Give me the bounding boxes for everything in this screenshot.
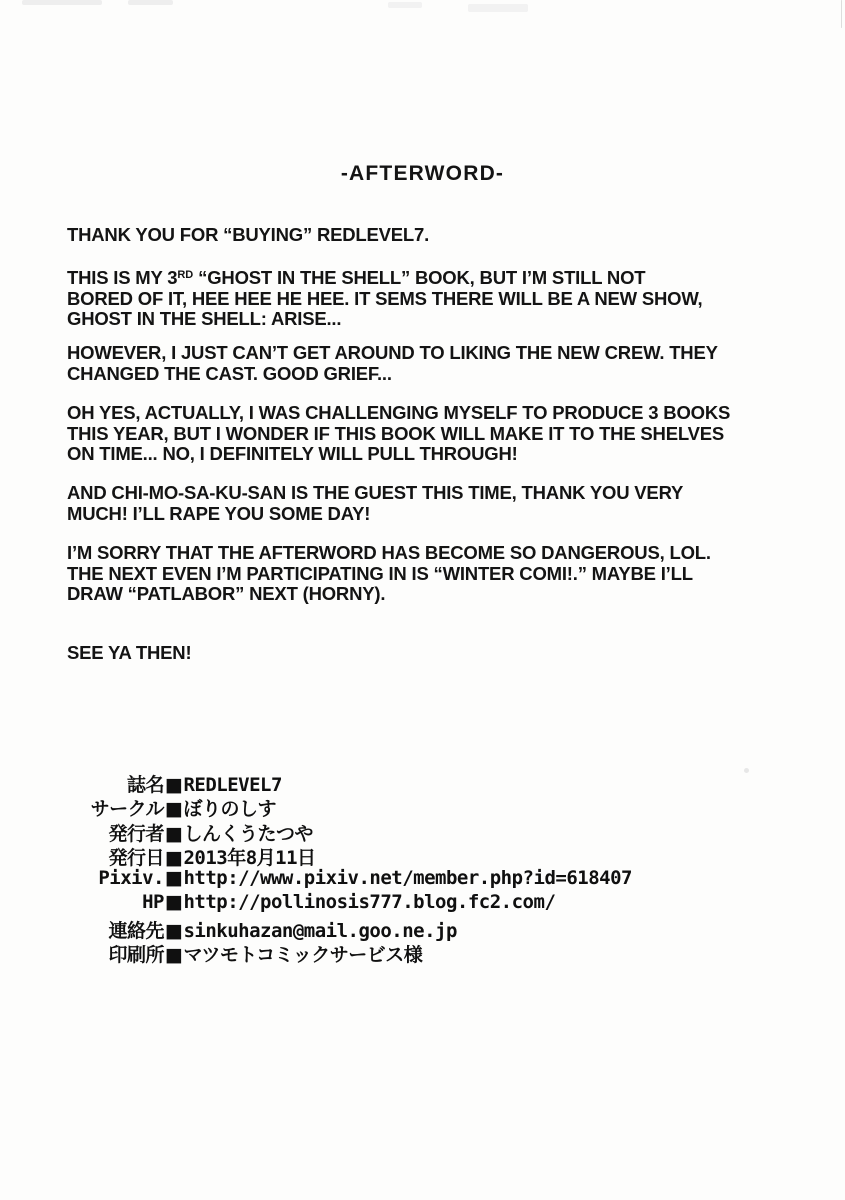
- text-line: [67, 265, 777, 289]
- colophon-label: 印刷所: [108, 944, 164, 967]
- text-line: AND CHI-MO-SA-KU-SAN IS THE GUEST THIS TIME, THANK YOU VERY: [67, 482, 684, 503]
- colophon: [58, 770, 632, 967]
- colophon-row-title: [58, 770, 632, 794]
- text-line: THE NEXT EVEN I’M PARTICIPATING IN IS “WINTER COMI!.” MAYBE I’LL: [67, 562, 693, 584]
- sign-off: [67, 643, 777, 664]
- page-title: -AFTERWORD-: [340, 162, 505, 185]
- text-line: DRAW “PATLABOR” NEXT (HORNY).: [67, 583, 386, 604]
- text-line: THANK YOU FOR “BUYING” REDLEVEL7.: [67, 224, 430, 245]
- scan-artifact: [841, 0, 842, 28]
- text-line: BORED OF IT, HEE HEE HE HEE. IT SEMS THERE WILL BE A NEW SHOW,: [67, 287, 703, 309]
- scan-artifact: [22, 0, 102, 5]
- colophon-label: HP: [142, 891, 164, 914]
- colophon-row-date: [58, 843, 632, 867]
- paragraph-three-books: [67, 403, 777, 465]
- text-line: I’M SORRY THAT THE AFTERWORD HAS BECOME SO DANGEROUS, LOL.: [67, 542, 711, 563]
- text-line: CHANGED THE CAST. GOOD GRIEF...: [67, 362, 392, 384]
- colophon-row-circle: [58, 794, 632, 821]
- paragraph-new-crew: [67, 343, 777, 384]
- colophon-value: マツモトコミックサービス様: [183, 944, 423, 967]
- colophon-row-printer: [58, 940, 632, 967]
- text-line: ON TIME... NO, I DEFINITELY WILL PULL THROUGH!: [67, 443, 518, 464]
- square-separator-icon: ■: [165, 774, 183, 796]
- colophon-url: http://pollinosis777.blog.fc2.com/: [183, 891, 556, 914]
- text-line: THIS YEAR, BUT I WONDER IF THIS BOOK WILL MAKE IT TO THE SHELVES: [67, 422, 724, 444]
- text-line: MUCH! I’LL RAPE YOU SOME DAY!: [67, 502, 371, 524]
- scan-artifact: [128, 0, 173, 5]
- colophon-label: 誌名: [126, 774, 164, 796]
- colophon-row-homepage: [58, 891, 632, 915]
- square-separator-icon: ■: [165, 846, 183, 869]
- square-separator-icon: ■: [165, 891, 183, 914]
- square-separator-icon: ■: [165, 822, 183, 845]
- colophon-row-contact: [58, 916, 632, 940]
- colophon-row-pixiv: [58, 867, 632, 891]
- square-separator-icon: ■: [165, 867, 183, 890]
- paragraph-guest: [67, 483, 777, 524]
- text-segment: THIS IS MY 3: [67, 267, 178, 288]
- colophon-label: 発行日: [108, 846, 164, 869]
- paragraph-third-book: [67, 265, 777, 330]
- square-separator-icon: ■: [165, 798, 183, 821]
- paragraph-thanks: [67, 225, 777, 246]
- colophon-label: 連絡先: [108, 919, 164, 942]
- paragraph-next-event: [67, 543, 777, 605]
- colophon-url: http://www.pixiv.net/member.php?id=618407: [183, 867, 632, 890]
- colophon-label: Pixiv.: [98, 867, 164, 890]
- colophon-email: sinkuhazan@mail.goo.ne.jp: [183, 919, 457, 942]
- text-line: GHOST IN THE SHELL: ARISE...: [67, 308, 342, 329]
- colophon-value: REDLEVEL7: [183, 774, 282, 796]
- square-separator-icon: ■: [165, 919, 183, 942]
- ordinal-superscript: RD: [177, 269, 194, 281]
- colophon-value: ぼりのしす: [183, 798, 276, 821]
- scan-artifact: [744, 768, 749, 773]
- colophon-label: サークル: [90, 798, 164, 821]
- colophon-value: しんくうたつや: [183, 822, 313, 845]
- text-segment: “GHOST IN THE SHELL” BOOK, BUT I’M STILL NOT: [193, 267, 646, 288]
- scan-artifact: [468, 4, 528, 12]
- colophon-label: 発行者: [108, 822, 164, 845]
- colophon-row-publisher: [58, 819, 632, 843]
- text-line: OH YES, ACTUALLY, I WAS CHALLENGING MYSELF TO PRODUCE 3 BOOKS: [67, 402, 731, 423]
- scan-artifact: [388, 2, 422, 8]
- text-line: HOWEVER, I JUST CAN’T GET AROUND TO LIKING THE NEW CREW. THEY: [67, 342, 718, 363]
- square-separator-icon: ■: [165, 944, 183, 967]
- colophon-value: 2013年8月11日: [183, 846, 316, 869]
- text-line: SEE YA THEN!: [67, 642, 192, 663]
